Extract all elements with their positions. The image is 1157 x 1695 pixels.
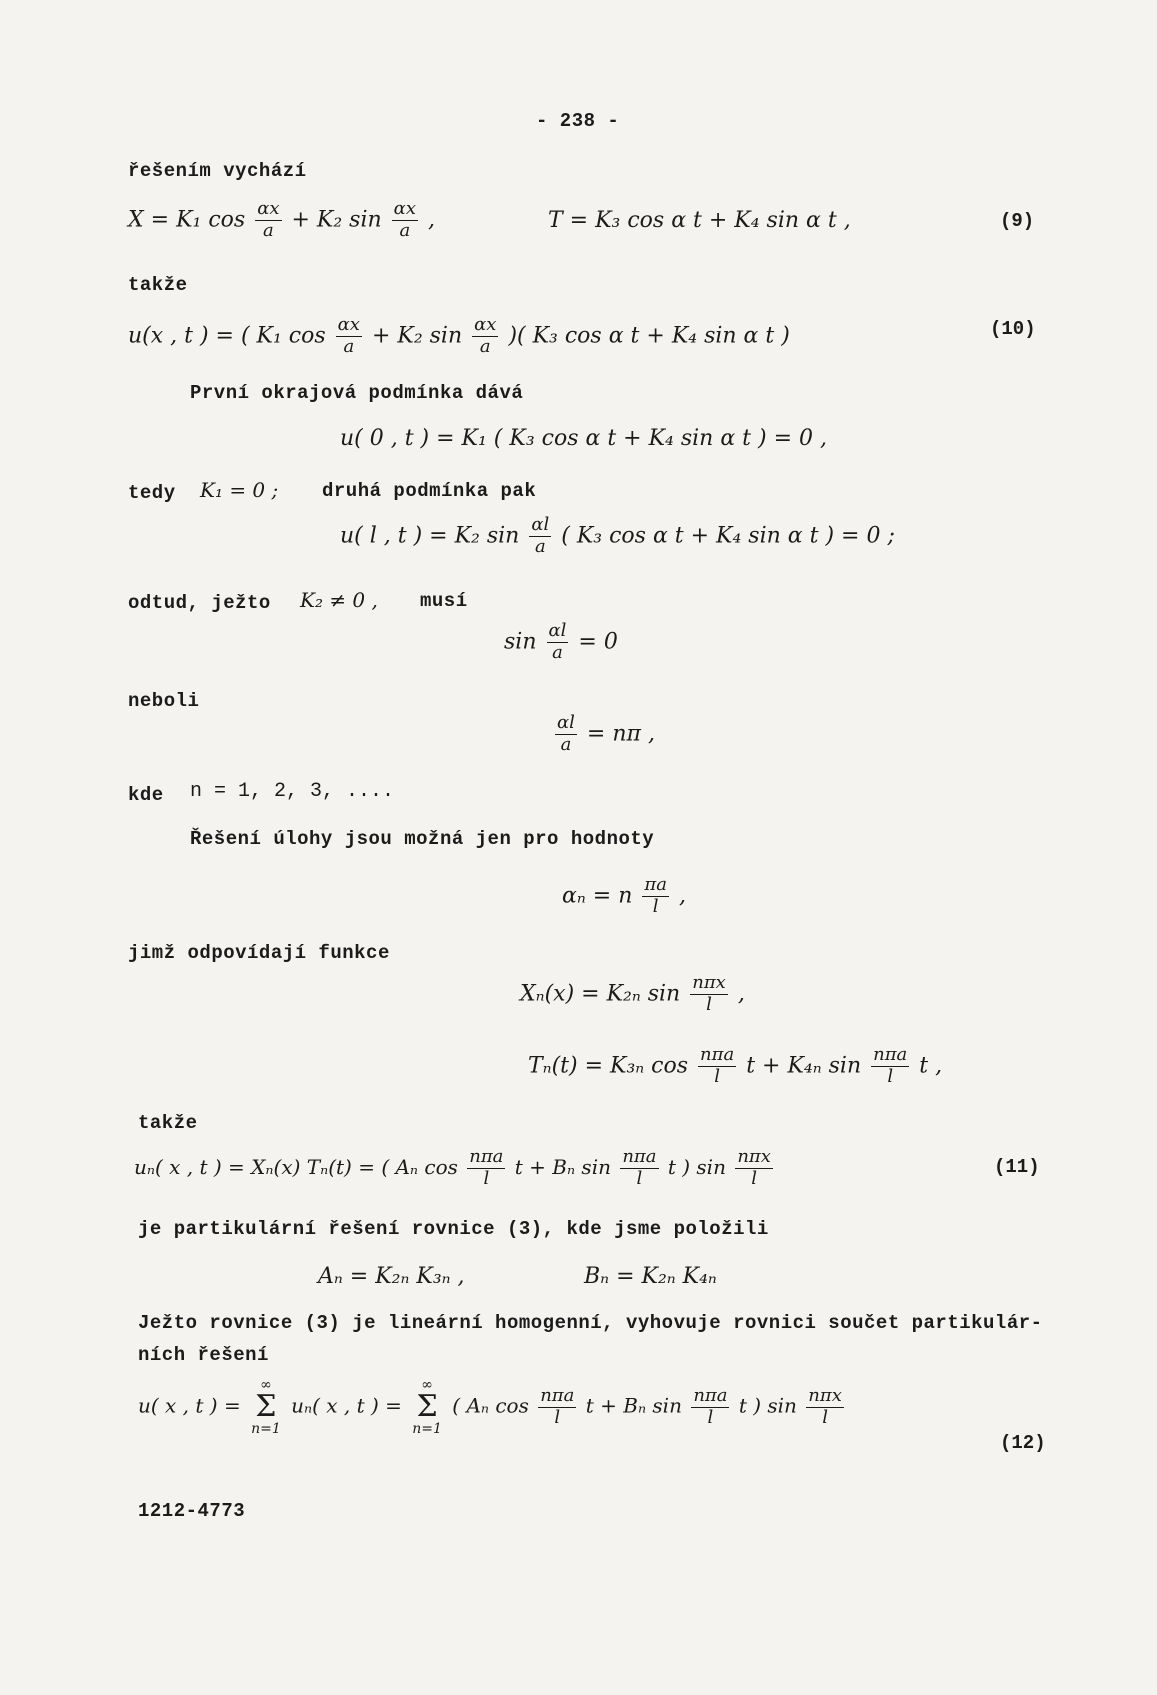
equation-Tn xyxy=(528,1046,942,1087)
sigma-symbol: Σ xyxy=(255,1389,277,1424)
equation-boundary-2 xyxy=(340,516,895,557)
fraction xyxy=(690,974,728,1015)
fraction-numerator: nπa xyxy=(873,1044,908,1065)
equation-part: αₙ = n xyxy=(562,883,633,909)
equation-part: + K₂ sin xyxy=(371,323,463,349)
equation-part: ( Aₙ cos xyxy=(452,1393,529,1418)
fraction-denominator: a xyxy=(552,641,563,663)
fraction-denominator: l xyxy=(707,1406,714,1428)
equation-9-right: T = K₃ cos α t + K₄ sin α t , xyxy=(548,208,851,233)
fraction xyxy=(472,316,498,357)
fraction-numerator: nπa xyxy=(540,1384,575,1406)
fraction-denominator: l xyxy=(887,1065,894,1087)
equation-12 xyxy=(138,1378,847,1436)
text-line: Řešení úlohy jsou možná jen pro hodnoty xyxy=(190,828,655,850)
equation-part: t ) sin xyxy=(667,1154,726,1179)
fraction-denominator: a xyxy=(479,335,491,357)
fraction xyxy=(538,1384,576,1428)
fraction-denominator: a xyxy=(343,335,355,357)
equation-9-left xyxy=(128,200,435,241)
fraction-numerator: nπx xyxy=(692,972,726,993)
fraction-denominator: l xyxy=(706,993,712,1015)
equation-part: t + K₄ₙ sin xyxy=(746,1053,862,1079)
text-line: První okrajová podmínka dává xyxy=(190,382,524,404)
fraction-numerator: αx xyxy=(257,198,280,219)
inline-math: n = 1, 2, 3, .... xyxy=(190,780,395,803)
equation-part: , xyxy=(737,981,745,1007)
fraction-denominator: l xyxy=(554,1406,561,1428)
summation-upper: ∞ xyxy=(260,1377,272,1393)
text-line: ních řešení xyxy=(138,1344,269,1366)
text-line: takže xyxy=(138,1112,198,1134)
fraction-denominator: l xyxy=(751,1167,757,1189)
fraction-numerator: nπa xyxy=(622,1146,657,1167)
equation-Xn xyxy=(520,974,745,1015)
sigma-symbol: Σ xyxy=(416,1389,438,1424)
fraction xyxy=(691,1384,729,1428)
equation-10 xyxy=(128,316,790,357)
equation-alpha-n xyxy=(562,876,686,917)
equation-part: + K₂ sin xyxy=(291,207,382,233)
text-line: odtud, ježto xyxy=(128,592,271,614)
fraction xyxy=(698,1046,736,1087)
inline-math: K₂ ≠ 0 , xyxy=(300,588,378,612)
footer-code: 1212-4773 xyxy=(138,1500,246,1522)
fraction xyxy=(735,1148,773,1189)
fraction-denominator: a xyxy=(262,219,274,241)
text-line: jimž odpovídají funkce xyxy=(128,942,390,964)
text-line: druhá podmínka pak xyxy=(322,480,537,502)
text-line: Ježto rovnice (3) je lineární homogenní, vyhovuje rovnici součet partikulár- xyxy=(138,1312,1043,1334)
fraction-numerator: nπa xyxy=(693,1384,728,1406)
fraction-denominator: a xyxy=(534,535,546,557)
equation-11 xyxy=(134,1148,776,1189)
equation-part: = nπ , xyxy=(586,721,655,747)
fraction xyxy=(642,876,669,917)
equation-alpha-l xyxy=(552,714,655,755)
fraction xyxy=(555,714,577,755)
equation-part: ( K₃ cos α t + K₄ sin α t ) = 0 ; xyxy=(561,523,895,549)
equation-boundary-1: u( 0 , t ) = K₁ ( K₃ cos α t + K₄ sin α t ) = 0 , xyxy=(340,426,827,451)
text-line: takže xyxy=(128,274,188,296)
equation-part: , xyxy=(678,883,686,909)
text-line: je partikulární řešení rovnice (3), kde jsme položili xyxy=(138,1218,769,1240)
text-line: tedy xyxy=(128,482,176,504)
fraction-denominator: l xyxy=(636,1167,643,1189)
equation-part: Xₙ(x) = K₂ₙ sin xyxy=(520,981,681,1007)
fraction xyxy=(806,1384,844,1428)
fraction-numerator: nπx xyxy=(808,1384,842,1406)
text-line: neboli xyxy=(128,690,200,712)
equation-part: uₙ( x , t ) = xyxy=(291,1393,402,1418)
equation-part: t ) sin xyxy=(738,1393,797,1418)
text-line: musí xyxy=(420,590,468,612)
equation-number: (10) xyxy=(990,318,1036,340)
text-line: kde xyxy=(128,784,164,806)
equation-part: u( x , t ) = xyxy=(138,1393,241,1418)
fraction-numerator: αx xyxy=(474,314,497,335)
equation-part: , xyxy=(427,207,435,233)
fraction-numerator: nπx xyxy=(737,1146,771,1167)
equation-part: sin xyxy=(504,629,537,655)
fraction-denominator: l xyxy=(714,1065,720,1087)
equation-part: u( l , t ) = K₂ sin xyxy=(340,523,520,549)
fraction-numerator: πa xyxy=(644,874,667,895)
fraction xyxy=(467,1148,505,1189)
text-line: řešením vychází xyxy=(128,160,307,182)
equation-part: = 0 xyxy=(578,629,618,655)
fraction-numerator: αx xyxy=(337,314,360,335)
summation xyxy=(412,1378,442,1436)
fraction xyxy=(392,200,418,241)
fraction-denominator: a xyxy=(560,733,572,755)
fraction-numerator: αl xyxy=(531,514,550,535)
equation-sin-zero xyxy=(504,622,618,663)
equation-part: uₙ( x , t ) = Xₙ(x) Tₙ(t) = ( Aₙ cos xyxy=(134,1154,458,1179)
equation-part: t + Bₙ sin xyxy=(514,1154,611,1179)
fraction xyxy=(547,622,569,663)
equation-part: X = K₁ cos xyxy=(128,207,246,233)
fraction xyxy=(529,516,551,557)
equation-number: (12) xyxy=(1000,1432,1046,1454)
equation-part: t , xyxy=(919,1053,943,1079)
inline-math: K₁ = 0 ; xyxy=(200,478,279,502)
equation-number: (9) xyxy=(1000,210,1035,232)
summation-lower: n=1 xyxy=(412,1421,442,1437)
equation-number: (11) xyxy=(994,1156,1040,1178)
fraction-numerator: αx xyxy=(393,198,416,219)
fraction-denominator: l xyxy=(822,1406,828,1428)
fraction xyxy=(620,1148,658,1189)
fraction-numerator: αl xyxy=(557,712,575,733)
equation-An: Aₙ = K₂ₙ K₃ₙ , xyxy=(318,1264,465,1289)
equation-part: )( K₃ cos α t + K₄ sin α t ) xyxy=(508,323,790,349)
summation-lower: n=1 xyxy=(251,1421,281,1437)
fraction-denominator: l xyxy=(652,895,659,917)
fraction-denominator: l xyxy=(483,1167,490,1189)
fraction xyxy=(336,316,362,357)
equation-part: Tₙ(t) = K₃ₙ cos xyxy=(528,1053,689,1079)
fraction-numerator: nπa xyxy=(469,1146,504,1167)
summation-upper: ∞ xyxy=(421,1377,433,1393)
equation-Bn: Bₙ = K₂ₙ K₄ₙ xyxy=(584,1264,717,1289)
fraction-numerator: αl xyxy=(548,620,567,641)
fraction xyxy=(255,200,281,241)
fraction-numerator: nπa xyxy=(700,1044,735,1065)
fraction xyxy=(871,1046,909,1087)
fraction-denominator: a xyxy=(399,219,411,241)
equation-part: u(x , t ) = ( K₁ cos xyxy=(128,323,326,349)
page-number: - 238 - xyxy=(536,110,620,132)
equation-part: t + Bₙ sin xyxy=(585,1393,682,1418)
summation xyxy=(251,1378,281,1436)
